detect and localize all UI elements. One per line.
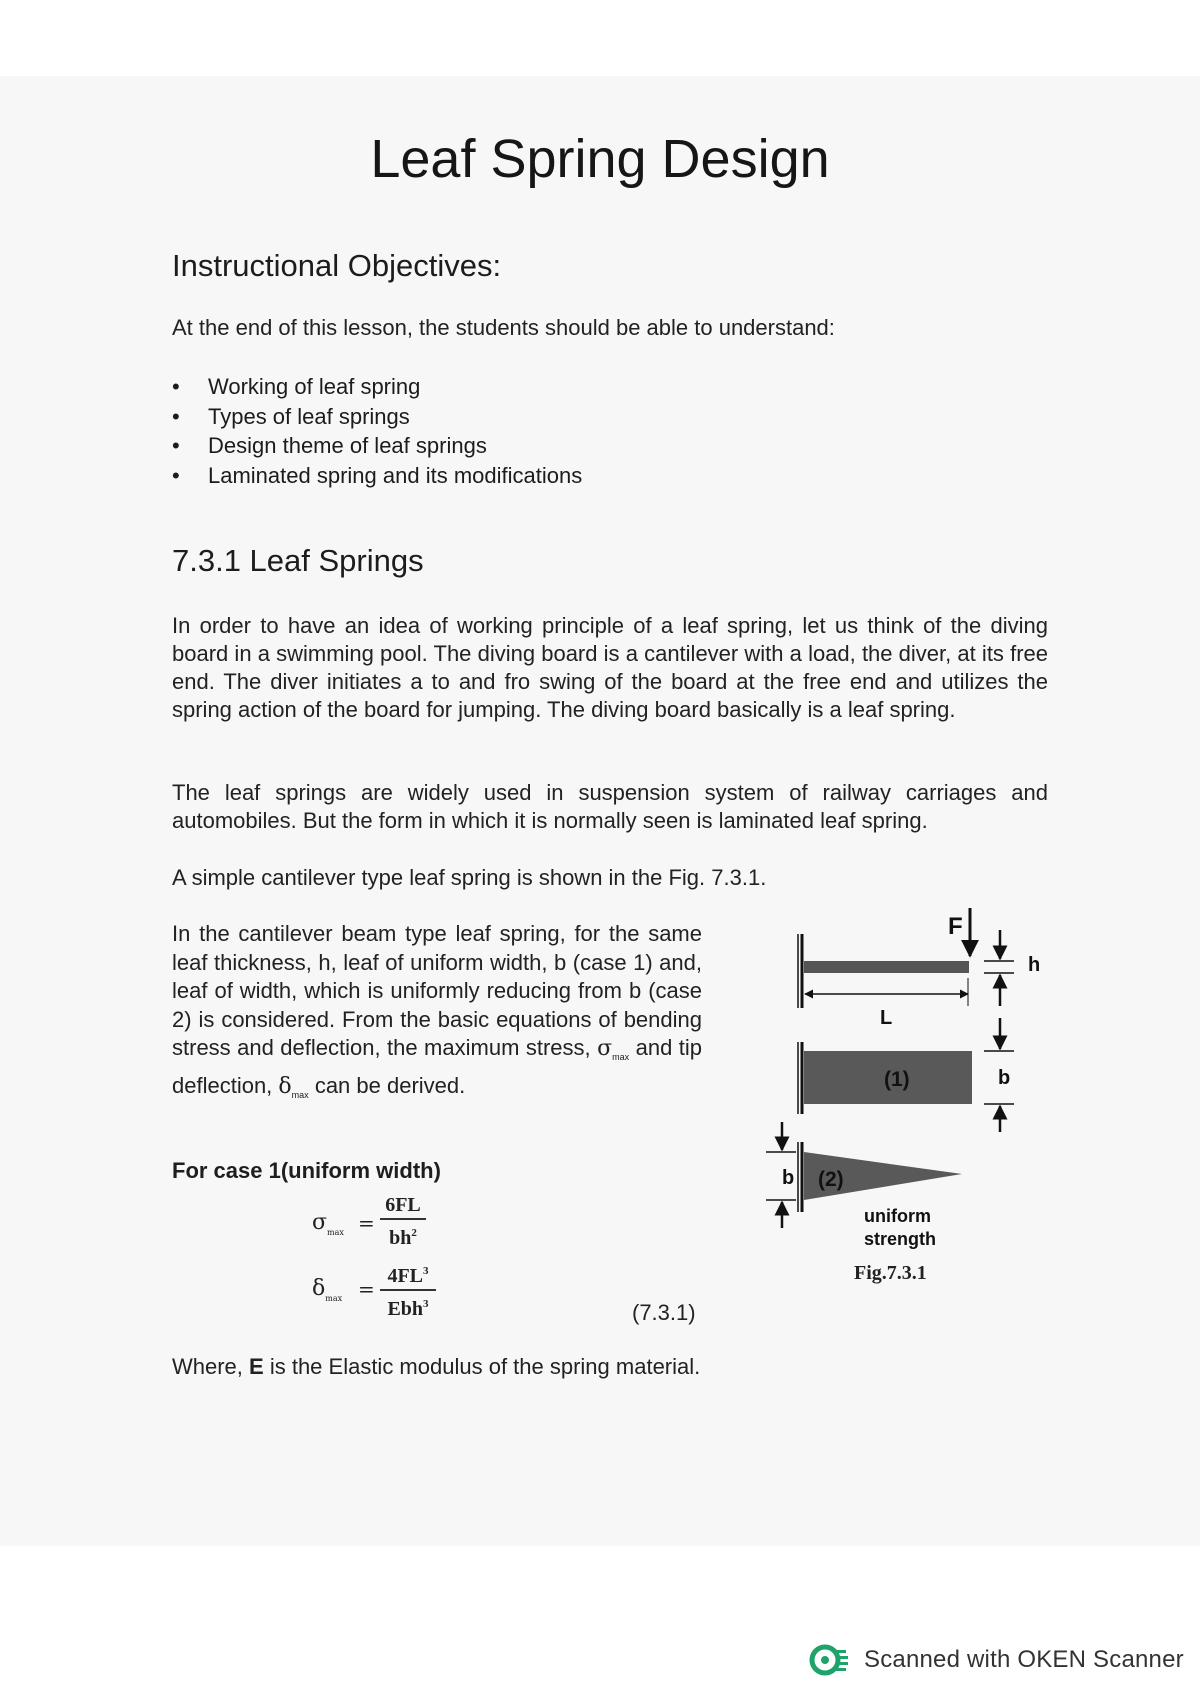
sigma-symbol: σ: [312, 1210, 328, 1235]
paragraph-figure-reference: A simple cantilever type leaf spring is shown in the Fig. 7.3.1.: [172, 865, 767, 890]
leaf-side: [804, 961, 969, 973]
force-label: F: [948, 913, 963, 940]
subscript-max: max: [291, 1089, 309, 1100]
scanner-watermark: [808, 1638, 1188, 1682]
fraction: [380, 1258, 436, 1322]
base: 4FL: [387, 1265, 424, 1287]
numerator: [380, 1258, 436, 1289]
exponent: 2: [411, 1226, 417, 1239]
list-item: • Laminated spring and its modifications: [172, 461, 582, 491]
exponent: 3: [423, 1297, 429, 1310]
uniform-strength-line2: strength: [864, 1229, 936, 1249]
exponent: 3: [423, 1265, 429, 1277]
text-run: can be derived.: [314, 1072, 466, 1098]
case1-plan-view: [798, 1018, 1014, 1132]
text-run: In the cantilever beam type leaf spring, for the same leaf thickness, h, leaf of uniform width, b (case 1) and, leaf of width, which is uniformly reducing from b (case 2) is considered. From the basic equations of bending stress and deflection, the maximum stress,: [172, 921, 702, 1060]
text-run: is the Elastic modulus of the spring material.: [263, 1354, 701, 1379]
equation-lhs: [312, 1276, 342, 1303]
paragraph-applications: The leaf springs are widely used in suspension system of railway carriages and automobiles. But the form in which it is normally seen is laminated leaf spring.: [172, 780, 1048, 833]
equals-sign: =: [358, 1211, 375, 1235]
page-title: Leaf Spring Design: [370, 129, 830, 189]
subscript-max: max: [325, 1294, 343, 1303]
list-item: • Types of leaf springs: [172, 402, 582, 432]
width-label: b: [782, 1167, 795, 1189]
sigma-symbol: σ: [597, 1036, 613, 1061]
delta-symbol: δ: [278, 1073, 292, 1099]
length-label: L: [880, 1007, 893, 1029]
objectives-heading: Instructional Objectives:: [172, 248, 502, 283]
figure-leaf-spring: [752, 906, 1062, 1286]
paragraph-diving-board: In order to have an idea of working principle of a leaf spring, let us think of the diving board in a swimming pool. The diving board is a cantilever with a load, the diver, at its free end. The diver initiates a to and fro swing of the board at the free end and utilizes the spring action of the board for jumping. The diving board basically is a leaf spring.: [172, 613, 1048, 722]
numerator: 6FL: [385, 1194, 421, 1216]
scanner-logo-icon: [808, 1642, 850, 1678]
symbol-E: E: [249, 1354, 264, 1379]
text-run: and tip deflection,: [172, 1035, 702, 1098]
subscript-max: max: [612, 1052, 630, 1062]
denominator: [380, 1291, 436, 1322]
equation-lhs: [312, 1210, 344, 1237]
case1-label: (1): [884, 1068, 910, 1091]
delta-symbol: δ: [312, 1276, 326, 1301]
case1-heading: For case 1(uniform width): [172, 1158, 441, 1183]
side-view: [798, 908, 1040, 1029]
scanner-text: Scanned with OKEN Scanner: [864, 1646, 1184, 1673]
base: Ebh: [387, 1297, 424, 1320]
base: bh: [389, 1226, 412, 1249]
equation-number: (7.3.1): [632, 1300, 696, 1325]
equals-sign: =: [358, 1277, 375, 1301]
paragraph-elastic-modulus: [172, 1354, 700, 1380]
case2-plan-view: [766, 1122, 962, 1249]
subscript-max: max: [327, 1228, 344, 1237]
fraction: [380, 1192, 426, 1251]
figure-caption: Fig.7.3.1: [854, 1262, 927, 1284]
case2-label: (2): [818, 1168, 844, 1191]
width-label: b: [998, 1067, 1011, 1089]
paragraph-cantilever: [172, 920, 702, 1109]
list-item: • Design theme of leaf springs: [172, 431, 582, 461]
section-heading: 7.3.1 Leaf Springs: [172, 543, 424, 578]
objectives-intro: At the end of this lesson, the students should be able to understand:: [172, 315, 835, 340]
list-item: • Working of leaf spring: [172, 372, 582, 402]
text-run: Where,: [172, 1354, 250, 1379]
denominator: [380, 1220, 426, 1251]
thickness-label: h: [1028, 954, 1041, 976]
uniform-strength-line1: uniform: [864, 1206, 931, 1226]
objectives-list: [172, 372, 582, 490]
